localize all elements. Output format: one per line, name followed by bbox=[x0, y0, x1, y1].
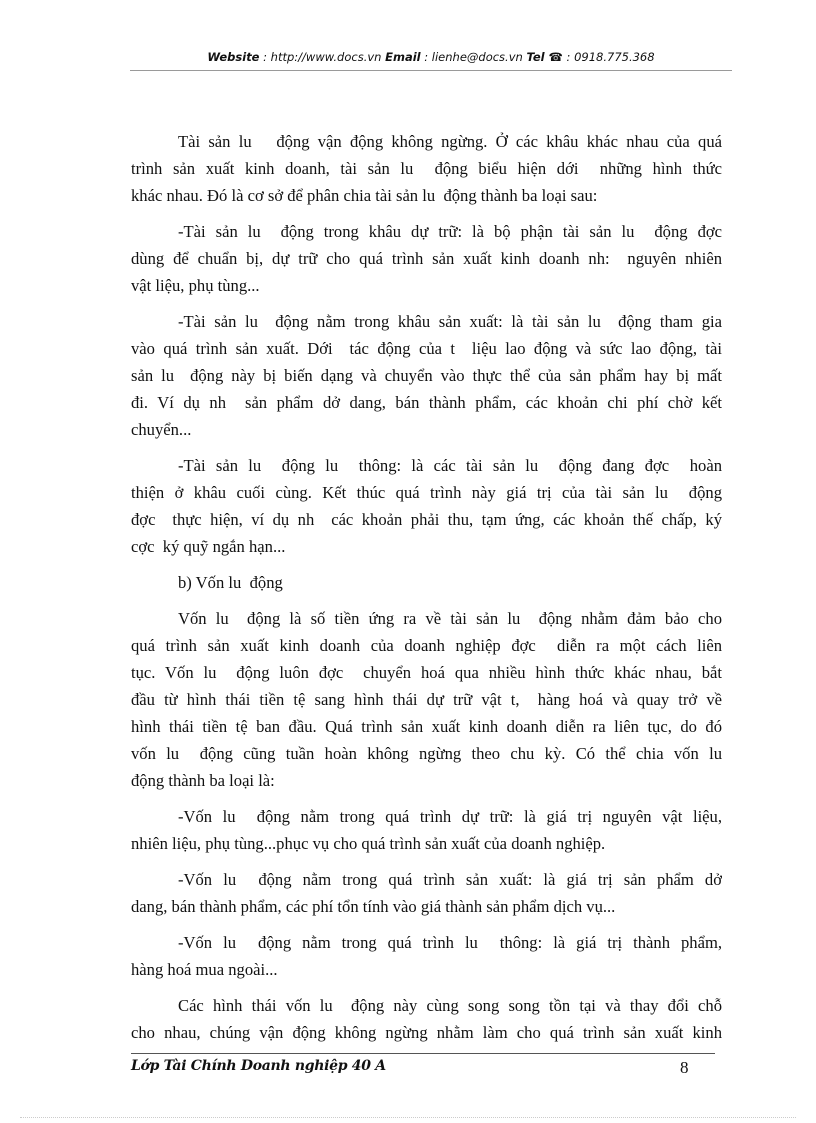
text-line: cợc ký quỹ ngắn hạn... bbox=[131, 537, 286, 556]
paragraph bbox=[131, 569, 722, 596]
paragraph bbox=[131, 452, 722, 560]
text-line: Các hình thái vốn lu động này cùng song song tồn tại và thay đổi chỗ bbox=[178, 996, 722, 1015]
paragraph bbox=[131, 866, 722, 920]
paragraph bbox=[131, 929, 722, 983]
text-line: dang, bán thành phẩm, các phí tổn tính vào giá thành sản phẩm dịch vụ... bbox=[131, 897, 616, 916]
text-line: dùng để chuẩn bị, dự trữ cho quá trình sản xuất kinh doanh nh: nguyên nhiên bbox=[131, 249, 722, 268]
footer-divider bbox=[131, 1053, 715, 1054]
text-line: hàng hoá mua ngoài... bbox=[131, 960, 278, 979]
text-line: trình sản xuất kinh doanh, tài sản lu động biểu hiện dới những hình thức bbox=[131, 159, 722, 178]
text-line: sản lu động này bị biến dạng và chuyển vào thực thể của sản phẩm hay bị mất bbox=[131, 366, 722, 385]
paragraph bbox=[131, 992, 722, 1046]
document-body bbox=[131, 128, 722, 1055]
text-line: cho nhau, chúng vận động không ngừng nhằm làm cho quá trình sản xuất kinh bbox=[131, 1023, 722, 1042]
text-line: -Vốn lu động nằm trong quá trình dự trữ: là giá trị nguyên vật liệu, bbox=[178, 807, 722, 826]
text-line: khác nhau. Đó là cơ sở để phân chia tài sản lu động thành ba loại sau: bbox=[131, 186, 598, 205]
paragraph bbox=[131, 605, 722, 794]
text-line: đi. Ví dụ nh sản phẩm dở dang, bán thành phẩm, các khoản chi phí chờ kết bbox=[131, 393, 722, 412]
text-line: động thành ba loại là: bbox=[131, 771, 275, 790]
tel-label: Tel ☎ bbox=[526, 50, 563, 64]
text-line: vào quá trình sản xuất. Dới tác động của t liệu lao động và sức lao động, tài bbox=[131, 339, 722, 358]
text-line: đầu từ hình thái tiền tệ sang hình thái dự trữ vật t, hàng hoá và quay trở về bbox=[131, 690, 722, 709]
text-line: -Tài sản lu động nằm trong khâu sản xuất: là tài sản lu động tham gia bbox=[178, 312, 722, 331]
website-label: Website bbox=[207, 50, 260, 64]
header-divider bbox=[130, 70, 732, 71]
text-line: -Vốn lu động nằm trong quá trình sản xuất: là giá trị sản phẩm dở bbox=[178, 870, 722, 889]
paragraph bbox=[131, 218, 722, 299]
text-line: tục. Vốn lu động luôn đợc chuyển hoá qua nhiều hình thức khác nhau, bắt bbox=[131, 663, 722, 682]
paragraph bbox=[131, 803, 722, 857]
text-line: vốn lu động cũng tuần hoàn không ngừng theo chu kỳ. Có thể chia vốn lu bbox=[131, 744, 722, 763]
page-header bbox=[130, 50, 732, 64]
page-edge bbox=[20, 1117, 796, 1118]
page-number: 8 bbox=[680, 1058, 689, 1077]
website-value: : http://www.docs.vn bbox=[259, 50, 386, 64]
text-line: chuyển... bbox=[131, 420, 192, 439]
paragraph bbox=[131, 128, 722, 209]
email-label: Email bbox=[385, 50, 421, 64]
text-line: -Tài sản lu động lu thông: là các tài sản lu động đang đợc hoàn bbox=[178, 456, 722, 475]
text-line: vật liệu, phụ tùng... bbox=[131, 276, 260, 295]
email-value: : lienhe@docs.vn bbox=[420, 50, 527, 64]
text-line: -Vốn lu động nằm trong quá trình lu thông: là giá trị thành phẩm, bbox=[178, 933, 722, 952]
text-line: nhiên liệu, phụ tùng...phục vụ cho quá trình sản xuất của doanh nghiệp. bbox=[131, 834, 606, 853]
text-line: Tài sản lu động vận động không ngừng. Ở các khâu khác nhau của quá bbox=[178, 132, 722, 151]
tel-value: : 0918.775.368 bbox=[562, 50, 655, 64]
text-line: -Tài sản lu động trong khâu dự trữ: là bộ phận tài sản lu động đợc bbox=[178, 222, 722, 241]
footer-class-name: Lớp Tài Chính Doanh nghiệp 40 A bbox=[131, 1058, 386, 1074]
text-line: thiện ở khâu cuối cùng. Kết thúc quá trình này giá trị của tài sản lu động bbox=[131, 483, 722, 502]
text-line: Vốn lu động là số tiền ứng ra về tài sản lu động nhằm đảm bảo cho bbox=[178, 609, 722, 628]
text-line: b) Vốn lu động bbox=[178, 573, 283, 592]
text-line: hình thái tiền tệ ban đầu. Quá trình sản xuất kinh doanh diễn ra liên tục, do đó bbox=[131, 717, 722, 736]
paragraph bbox=[131, 308, 722, 443]
text-line: đợc thực hiện, ví dụ nh các khoản phải thu, tạm ứng, các khoản thế chấp, ký bbox=[131, 510, 722, 529]
text-line: quá trình sản xuất kinh doanh của doanh nghiệp đợc diễn ra một cách liên bbox=[131, 636, 722, 655]
